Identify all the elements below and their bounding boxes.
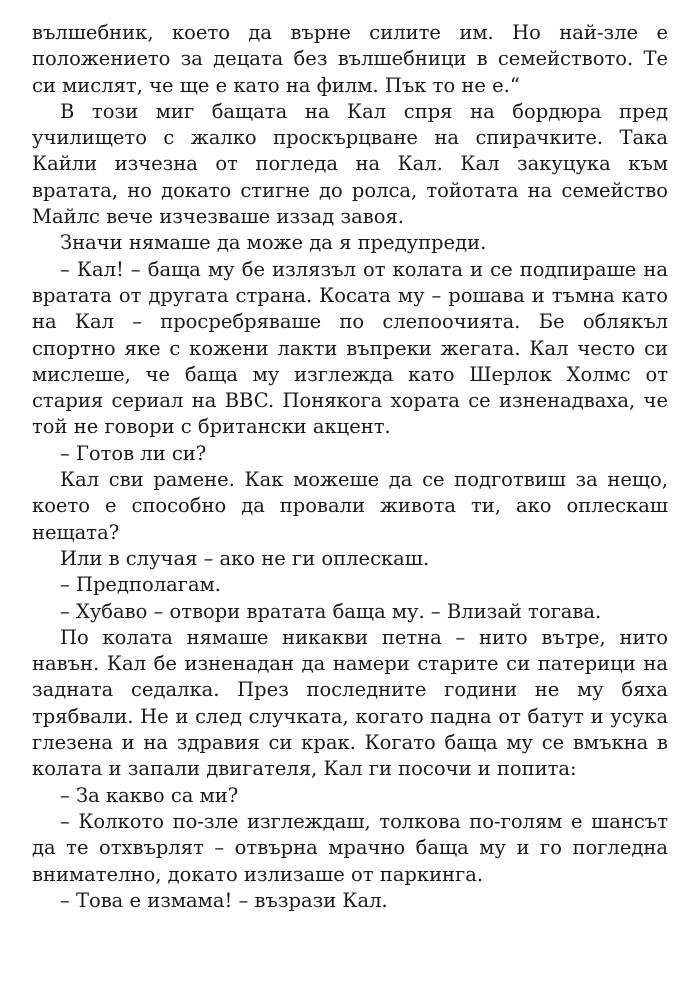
dialogue-line: – Готов ли си?	[60, 441, 207, 465]
dialogue-line: – Това е измама! – възрази Кал.	[60, 888, 388, 912]
paragraph: Или в случая – ако не ги оплескаш.	[60, 546, 430, 570]
paragraph: – Кал! – баща му бе излязъл от колата и се подпираше на вратата от другата страна. Косата му – рошава и тъмна като на Кал – просребряваше по слепоочията. Бе облякъл спортно яке с кожени лакти въпреки жегата. Кал често си мислеше, че баща му изглежда като Шерлок Холмс от стария сериал на BBC. Понякога хората се изненадваха, че той не говори с британски акцент.	[32, 257, 668, 439]
paragraph: В този миг бащата на Кал спря на бордюра пред училището с жалко проскърцване на спирачките. Така Кайли изчезна от погледа на Кал. Кал закуцука към вратата, но докато стигне до ролса, тойотата на семейство Майлс вече изчезваше иззад завоя.	[32, 99, 668, 229]
dialogue-line: – Хубаво – отвори вратата баща му. – Влизай тогава.	[60, 599, 602, 623]
dialogue-line: – Колкото по-зле изглеждаш, толкова по-голям е шансът да те отхвърлят – отвърна мрачно баща му и го погледна внимателно, докато излизаше от паркинга.	[32, 809, 668, 886]
dialogue-line: – За какво са ми?	[60, 783, 239, 807]
paragraph: По колата нямаше никакви петна – нито вътре, нито навън. Кал бе изненадан да намери старите си патерици на задната седалка. През последните години не му бяха трябвали. Не и след случката, когато падна от батут и усука глезена и на здравия си крак. Когато баща му се вмъкна в колата и запали двигателя, Кал ги посочи и попита:	[32, 625, 668, 781]
book-page	[32, 20, 668, 914]
dialogue-line: – Предполагам.	[60, 573, 221, 597]
paragraph: Кал сви рамене. Как можеше да се подготвиш за нещо, което е способно да провали живота ти, ако оплескаш нещата?	[32, 468, 668, 544]
paragraph: Значи нямаше да може да я предупреди.	[60, 231, 487, 255]
paragraph-continuation: вълшебник, което да върне силите им. Но най-зле е положението за децата без вълшебници в семейството. Те си мислят, че ще е като на филм. Пък то не е.“	[32, 21, 668, 97]
